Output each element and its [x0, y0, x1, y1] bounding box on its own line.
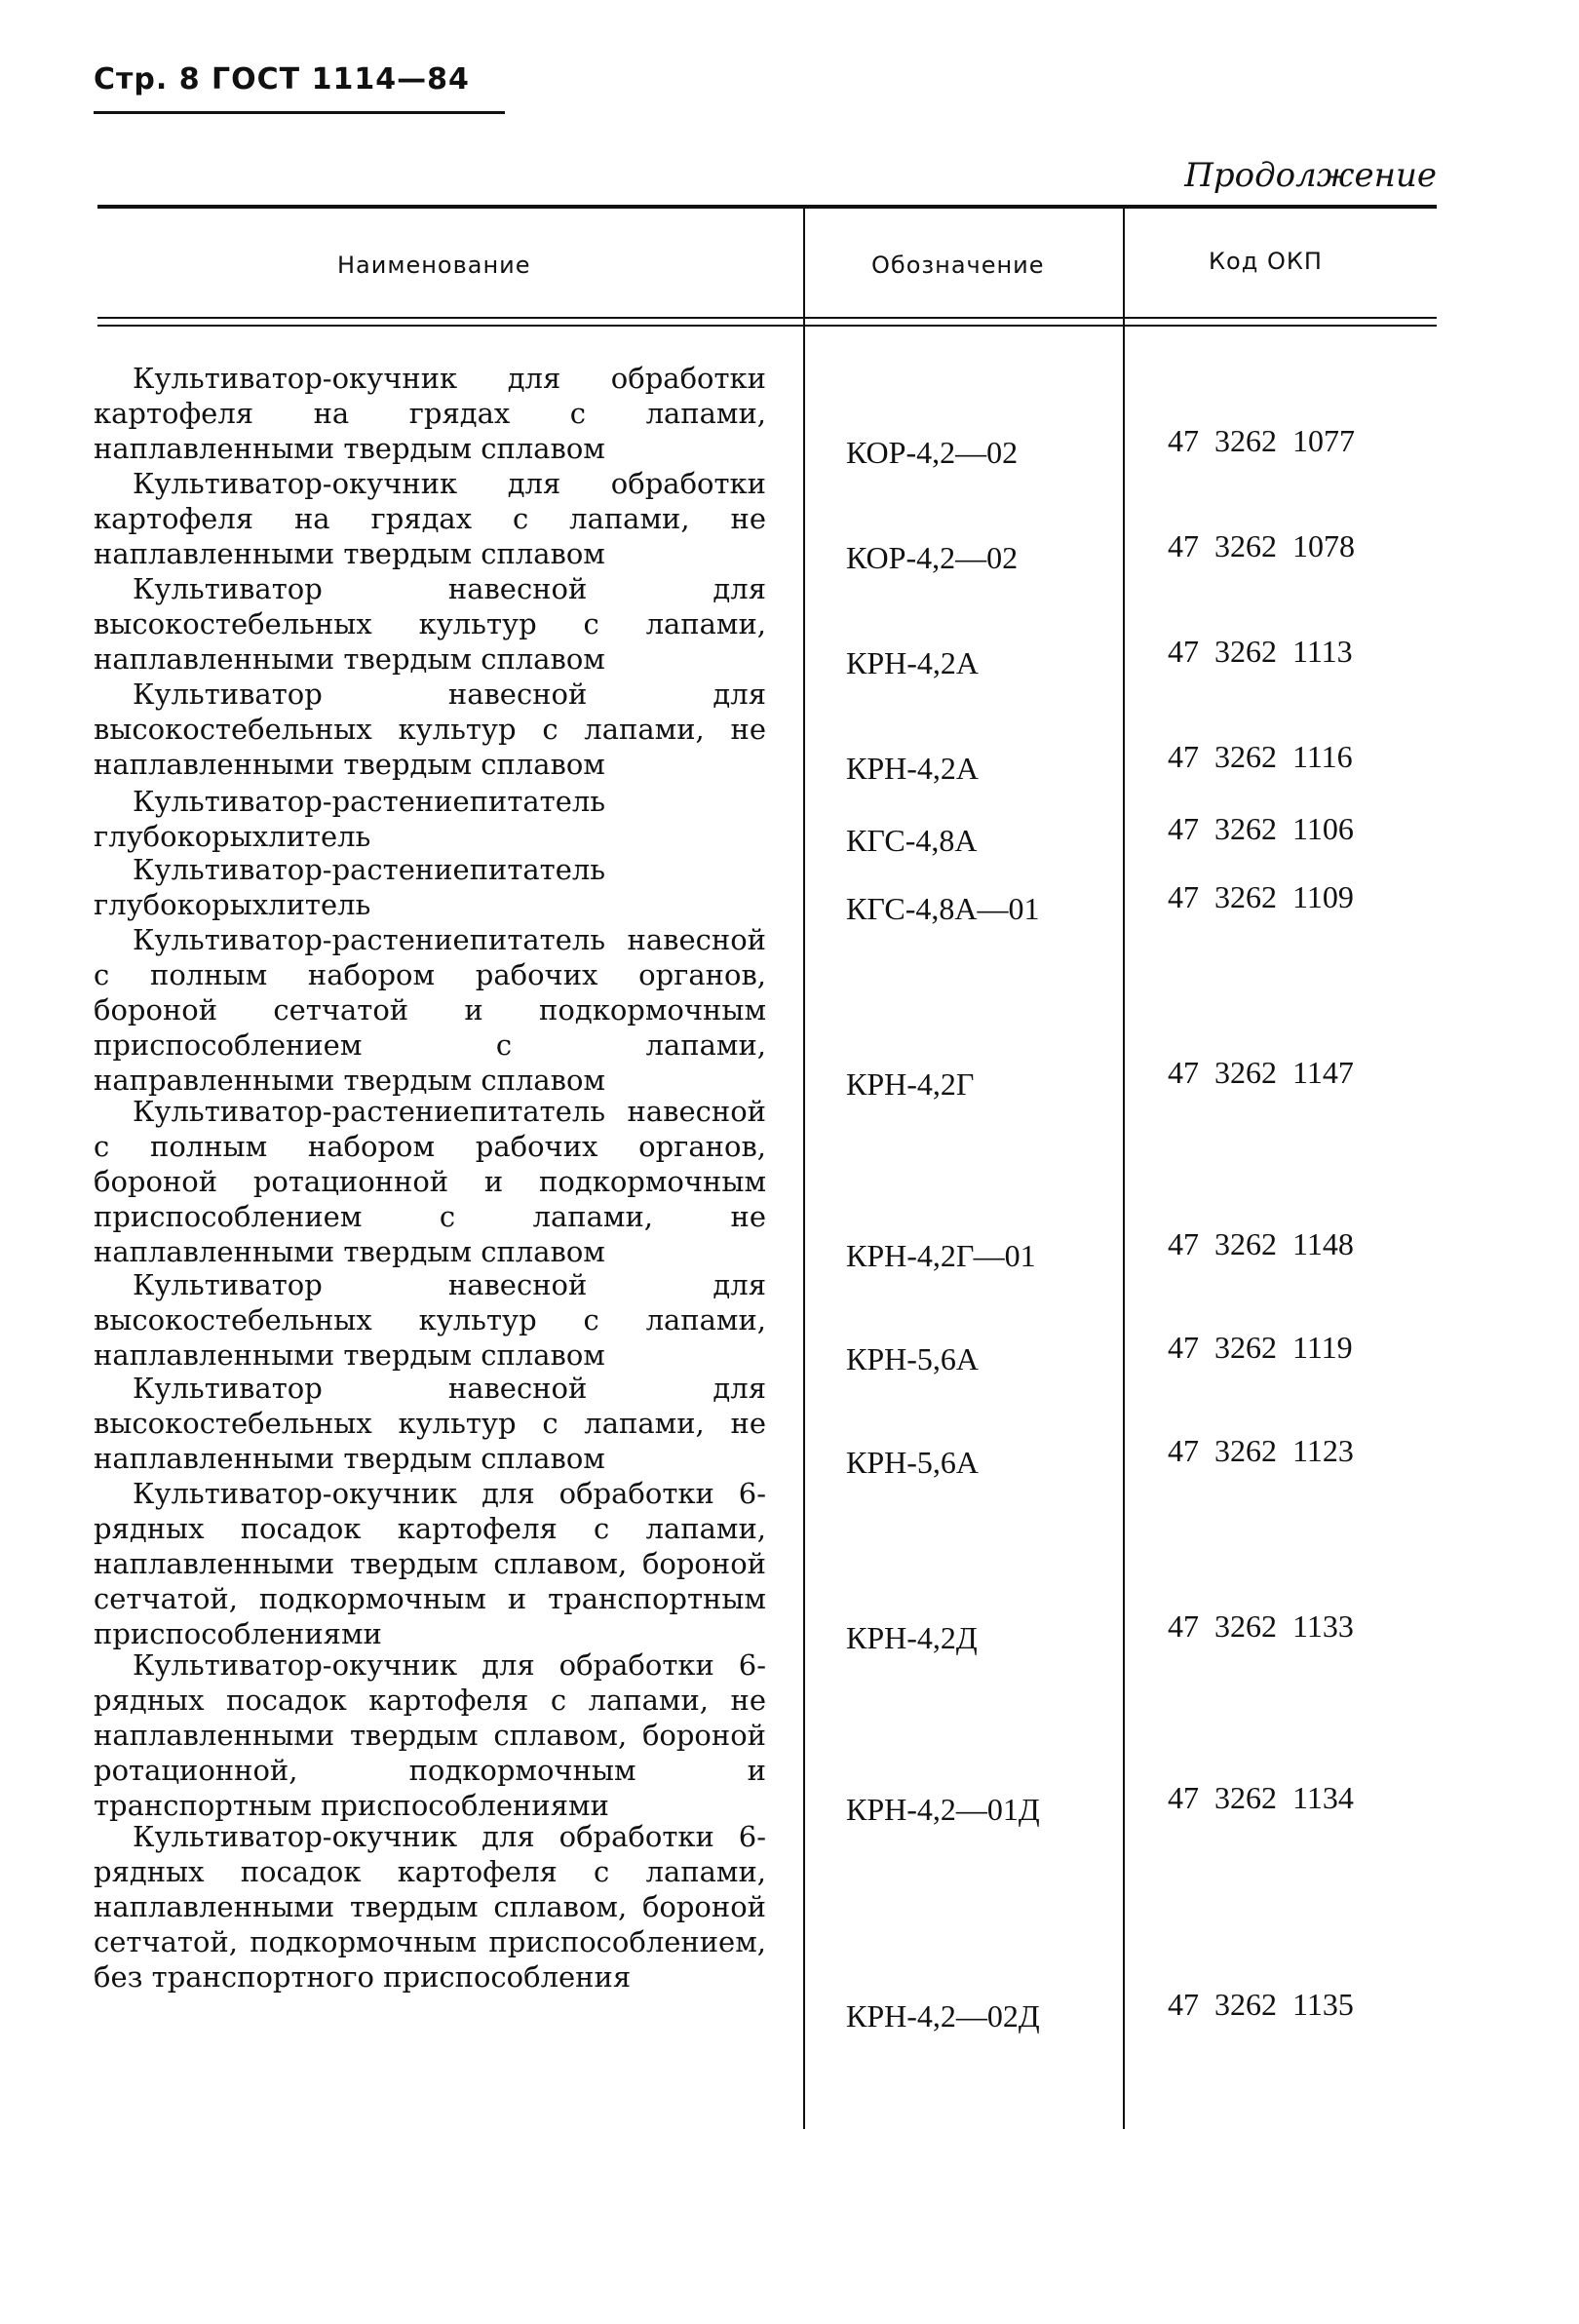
row-name: Культиватор-окучник для обработки 6-рядных посадок картофеля с лапами, не наплавленными твердым сплавом, бороной ротационной, подкормочным и транспортным приспособлениями	[94, 1648, 766, 1822]
row-okp-code: 47 3262 1078	[1168, 528, 1355, 563]
column-header-okp: Код ОКП	[1209, 248, 1323, 275]
row-designation: КРН-4,2А	[846, 645, 980, 680]
row-designation: КОР-4,2—02	[846, 540, 1019, 575]
row-designation: КГС-4,8А	[846, 823, 978, 858]
row-okp-code: 47 3262 1113	[1168, 634, 1353, 669]
row-okp-code: 47 3262 1147	[1168, 1055, 1354, 1090]
row-okp-code: 47 3262 1106	[1168, 811, 1354, 846]
row-designation: КРН-4,2А	[846, 751, 980, 786]
row-designation: КРН-4,2—01Д	[846, 1792, 1040, 1827]
row-name: Культиватор-окучник для обработки картофеля на грядах с лапами, наплавленными твердым сплавом	[94, 362, 766, 465]
row-okp-code: 47 3262 1109	[1168, 879, 1354, 914]
row-name: Культиватор-растениепитатель глубокорыхлитель	[94, 785, 606, 853]
row-name: Культиватор-окучник для обработки 6-рядных посадок картофеля с лапами, наплавленными твердым сплавом, бороной сетчатой, подкормочным и транспортным приспособлениями	[94, 1477, 766, 1650]
row-name: Культиватор навесной для высокостебельных культур с лапами, не наплавленными твердым сплавом	[94, 1372, 766, 1475]
row-name: Культиватор-окучник для обработки 6-рядных посадок картофеля с лапами, наплавленными твердым сплавом, бороной сетчатой, подкормочным приспособлением, без транспортного приспособления	[94, 1820, 766, 1994]
row-name: Культиватор навесной для высокостебельных культур с лапами, наплавленными твердым сплавом	[94, 572, 766, 676]
row-name: Культиватор-растениепитатель навесной с полным набором рабочих органов, бороной ротационной и подкормочным приспособлением с лапами, не наплавленными твердым сплавом	[94, 1095, 766, 1268]
row-designation: КГС-4,8А—01	[846, 891, 1040, 926]
row-name: Культиватор-растениепитатель глубокорыхлитель	[94, 853, 606, 921]
row-okp-code: 47 3262 1123	[1168, 1433, 1354, 1468]
row-okp-code: 47 3262 1134	[1168, 1780, 1354, 1815]
column-header-designation: Обозначение	[871, 252, 1045, 279]
row-okp-code: 47 3262 1135	[1168, 1987, 1354, 2022]
column-header-name: Наименование	[337, 252, 531, 279]
page-header: Стр. 8 ГОСТ 1114—84	[94, 62, 470, 97]
row-name: Культиватор-окучник для обработки картофеля на грядах с лапами, не наплавленными твердым сплавом	[94, 467, 766, 570]
row-name: Культиватор навесной для высокостебельных культур с лапами, не наплавленными твердым сплавом	[94, 678, 766, 781]
continuation-label: Продолжение	[1184, 156, 1437, 195]
row-okp-code: 47 3262 1148	[1168, 1226, 1354, 1261]
row-designation: КРН-4,2—02Д	[846, 1998, 1040, 2034]
row-designation: КРН-5,6А	[846, 1341, 980, 1376]
row-designation: КРН-5,6А	[846, 1445, 980, 1480]
row-designation: КОР-4,2—02	[846, 435, 1019, 470]
row-designation: КРН-4,2Г	[846, 1066, 975, 1102]
row-name: Культиватор-растениепитатель навесной с полным набором рабочих органов, бороной сетчатой и подкормочным приспособлением с лапами, направленными твердым сплавом	[94, 923, 766, 1097]
row-okp-code: 47 3262 1133	[1168, 1608, 1354, 1644]
row-okp-code: 47 3262 1116	[1168, 739, 1353, 774]
row-designation: КРН-4,2Д	[846, 1620, 978, 1655]
row-designation: КРН-4,2Г—01	[846, 1238, 1036, 1273]
row-okp-code: 47 3262 1119	[1168, 1330, 1353, 1365]
row-name: Культиватор навесной для высокостебельных культур с лапами, наплавленными твердым сплавом	[94, 1268, 766, 1372]
row-okp-code: 47 3262 1077	[1168, 423, 1355, 458]
